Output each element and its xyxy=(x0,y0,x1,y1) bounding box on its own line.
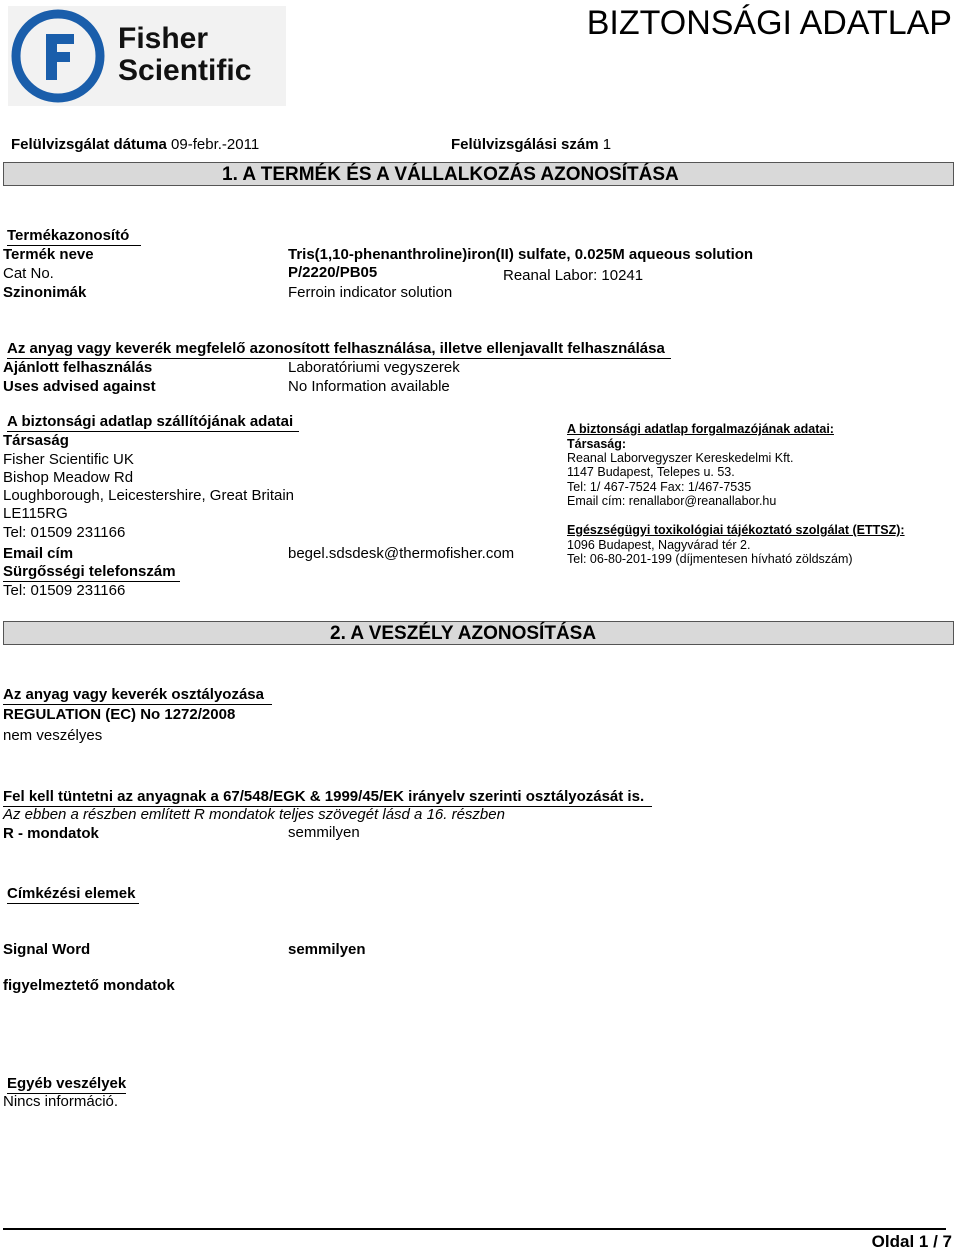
distributor-heading: A biztonsági adatlap forgalmazójának adatai: xyxy=(567,422,834,436)
section-2-title: 2. A VESZÉLY AZONOSÍTÁSA xyxy=(330,623,597,644)
distributor-line: Reanal Laborvegyszer Kereskedelmi Kft. xyxy=(567,451,794,465)
cat-no-label: Cat No. xyxy=(3,265,54,282)
revision-number-label: Felülvizsgálási szám xyxy=(451,136,599,153)
reanal-reference: Reanal Labor: 10241 xyxy=(503,267,644,284)
other-hazards-value: Nincs információ. xyxy=(3,1093,119,1110)
company-line: Loughborough, Leicestershire, Great Britain xyxy=(3,487,295,504)
r-phrases-value: semmilyen xyxy=(288,824,360,841)
company-line: Tel: 01509 231166 xyxy=(3,524,126,541)
ettsz-line: Tel: 06-80-201-199 (díjmentesen hívható zöldszám) xyxy=(567,552,853,566)
email-label: Email cím xyxy=(3,545,74,562)
company-line: Bishop Meadow Rd xyxy=(3,469,134,486)
page-number xyxy=(872,1232,952,1252)
directive-heading: Fel kell tüntetni az anyagnak a 67/548/EGK & 1999/45/EK irányelv szerinti osztályozását is. xyxy=(3,788,652,807)
fisher-scientific-logo xyxy=(8,6,286,106)
revision-date-value: 09-febr.-2011 xyxy=(171,136,260,153)
distributor-line: Email cím: renallabor@reanallabor.hu xyxy=(567,494,777,508)
footer-divider xyxy=(3,1228,946,1230)
label-elements-heading: Címkézési elemek xyxy=(7,885,139,904)
uses-against-value: No Information available xyxy=(288,378,450,395)
revision-date-label: Felülvizsgálat dátuma xyxy=(11,136,167,153)
product-name-label: Termék neve xyxy=(3,246,94,263)
classification-value: nem veszélyes xyxy=(3,727,103,744)
company-line: Fisher Scientific UK xyxy=(3,451,134,468)
email-value: begel.sdsdesk@thermofisher.com xyxy=(288,545,515,562)
warning-phrases-label: figyelmeztető mondatok xyxy=(3,977,175,994)
company-label: Társaság xyxy=(3,432,69,449)
signal-word-label: Signal Word xyxy=(3,941,91,958)
signal-word-value: semmilyen xyxy=(288,941,366,958)
section-1-bar xyxy=(3,162,954,186)
synonyms-label: Szinonimák xyxy=(3,284,87,301)
revision-number-value: 1 xyxy=(602,136,612,153)
page-label: Oldal xyxy=(871,1232,915,1251)
cat-no-value: P/2220/PB05 xyxy=(288,264,378,281)
revision-number xyxy=(451,136,611,153)
document-title: BIZTONSÁGI ADATLAP xyxy=(586,4,952,42)
section-1-title: 1. A TERMÉK ÉS A VÁLLALKOZÁS AZONOSÍTÁSA xyxy=(222,164,679,185)
classification-heading: Az anyag vagy keverék osztályozása xyxy=(3,686,272,705)
r-phrases-label: R - mondatok xyxy=(3,825,99,842)
recommended-use-value: Laboratóriumi vegyszerek xyxy=(288,359,460,376)
logo-text-line1: Fisher xyxy=(118,22,209,55)
ettsz-heading: Egészségügyi toxikológiai tájékoztató szolgálat (ETTSZ): xyxy=(567,523,905,537)
recommended-use-label: Ajánlott felhasználás xyxy=(3,359,153,376)
product-name-value: Tris(1,10-phenanthroline)iron(II) sulfate, 0.025M aqueous solution xyxy=(288,246,754,263)
uses-against-label: Uses advised against xyxy=(3,378,156,395)
emergency-phone-value: Tel: 01509 231166 xyxy=(3,582,126,599)
distributor-company-label: Társaság: xyxy=(567,437,627,451)
product-id-heading: Termékazonosító xyxy=(7,227,141,246)
supplier-heading: A biztonsági adatlap szállítójának adatai xyxy=(7,413,299,432)
uses-heading: Az anyag vagy keverék megfelelő azonosított felhasználása, illetve ellenjavallt felhasználása xyxy=(7,340,671,359)
company-line: LE115RG xyxy=(3,505,68,522)
revision-date xyxy=(11,136,259,153)
page-value: 1 / 7 xyxy=(918,1232,952,1251)
section-2-bar xyxy=(3,621,954,645)
logo-text-line2: Scientific xyxy=(118,54,252,87)
distributor-line: Tel: 1/ 467-7524 Fax: 1/467-7535 xyxy=(567,480,752,494)
other-hazards-heading: Egyéb veszélyek xyxy=(7,1075,127,1092)
r-phrases-note: Az ebben a részben említett R mondatok teljes szövegét lásd a 16. részben xyxy=(3,806,505,823)
regulation: REGULATION (EC) No 1272/2008 xyxy=(3,706,236,723)
distributor-line: 1147 Budapest, Telepes u. 53. xyxy=(567,465,735,479)
synonyms-value: Ferroin indicator solution xyxy=(288,284,453,301)
ettsz-line: 1096 Budapest, Nagyvárad tér 2. xyxy=(567,538,751,552)
emergency-phone-label: Sürgősségi telefonszám xyxy=(3,563,180,582)
